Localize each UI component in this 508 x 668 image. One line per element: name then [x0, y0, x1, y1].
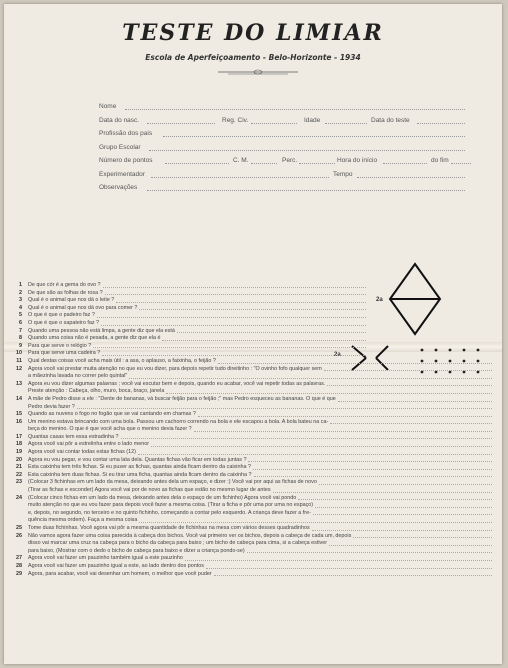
question-row	[10, 540, 496, 548]
identification-fields	[99, 103, 479, 198]
question-row	[10, 305, 370, 313]
line-data-teste	[417, 117, 465, 124]
question-number: 24	[16, 494, 22, 501]
question-row	[10, 290, 370, 298]
question-row	[10, 479, 496, 487]
answer-line	[247, 548, 492, 554]
question-row	[10, 396, 496, 404]
answer-line	[103, 282, 366, 288]
question-text: Agora eu vou pegar, e vou contar uma lata dela. Quantas fichas vão ficar em todas juntas ?	[28, 456, 247, 463]
line-idade	[325, 117, 367, 124]
question-number: 7	[19, 327, 22, 334]
question-row	[10, 464, 496, 472]
answer-line	[166, 388, 492, 394]
question-number: 2	[19, 289, 22, 296]
question-text: Tome duas fichinhas. Você agora vai pôr a mesma quantidade de fichinhas na mesa com vários desses quadradinhos	[28, 525, 310, 531]
answer-line	[313, 510, 492, 516]
question-text: Esta caixinha tem três fichas. Si eu puser as fichas, quantas ainda ficam dentro da caixinha ?	[28, 464, 251, 471]
question-number: 10	[16, 350, 22, 357]
question-number	[10, 388, 22, 396]
answer-line	[77, 404, 492, 410]
question-number: 18	[16, 441, 22, 448]
question-number: 9	[19, 342, 22, 349]
label-experimentador: Experimentador	[99, 170, 145, 178]
answer-line	[273, 487, 492, 493]
question-number	[10, 540, 22, 548]
answer-line	[139, 305, 366, 311]
label-observacoes: Observações	[99, 184, 138, 191]
answer-line	[116, 297, 366, 303]
question-text: Pedro devia fazer ?	[28, 403, 75, 410]
question-row	[10, 419, 496, 427]
answer-line	[254, 472, 492, 478]
document-subtitle: Escola de Aperfeiçoamento - Belo-Horizonte - 1934	[145, 53, 361, 62]
question-row	[10, 502, 496, 510]
question-text: (Colocar cinco fichas em um lado da mesa, deixando antes dela o espaço de um fichinho) Agora você vai pondo	[28, 494, 297, 501]
answer-line	[93, 343, 366, 349]
question-number: 16	[16, 418, 22, 425]
question-text: Para que serve uma cadeira ?	[28, 350, 101, 357]
label-perc: Perc.	[282, 157, 298, 164]
question-text: Qual é o animal que nos dá ovo para comer ?	[28, 304, 138, 311]
line-reg-civ	[251, 117, 297, 124]
line-pontos	[165, 157, 229, 164]
answer-line	[298, 495, 492, 501]
answer-line	[324, 366, 492, 372]
label-tempo: Tempo	[333, 170, 353, 178]
line-data-nasc	[147, 117, 215, 124]
question-number	[10, 404, 22, 412]
question-number: 4	[19, 304, 22, 311]
question-text: Agora você vai prestar muita atenção no que eu vou dizer, para depois repetir tudo direitinho : "O ovinho fofo qualquer sem	[28, 365, 322, 372]
question-row	[10, 388, 496, 396]
line-experimentador	[151, 171, 329, 178]
answer-line	[327, 381, 492, 387]
answer-line	[138, 449, 492, 455]
question-number: 29	[16, 570, 22, 577]
question-number: 8	[19, 335, 22, 342]
question-text: Um menino estava brincando com uma bola. Passou um cachorro correndo na bola e ele escapou a bola. A bola bateu na ca-	[28, 418, 329, 425]
question-number	[10, 426, 22, 434]
question-row	[10, 441, 496, 449]
answer-line	[338, 396, 492, 402]
question-text: Quando uma coisa não é pesada, a gente diz que ela é	[28, 335, 161, 342]
answer-line	[330, 419, 492, 425]
question-text: Agora eu vou dizer algumas palavras ; você vai escutar bem e depois, quando eu acabar, você vai repetir todas as palavras.	[28, 380, 326, 387]
answer-line	[329, 540, 492, 546]
line-profissao	[163, 130, 465, 137]
question-text: a mãezinha lavada no correr pelo quintal"	[28, 373, 128, 380]
line-nome	[125, 103, 465, 110]
question-number: 22	[16, 471, 22, 478]
question-row	[10, 571, 496, 579]
answer-line	[194, 426, 492, 432]
question-number	[10, 510, 22, 518]
answer-line	[101, 320, 366, 326]
question-number: 21	[16, 464, 22, 471]
row-profissao	[99, 130, 479, 144]
question-text: O que é que o sapateiro faz ?	[28, 319, 100, 326]
question-text: Agora você vai fazer um pauzinho também igual a este pauzinho	[28, 555, 183, 562]
row-grupo	[99, 144, 479, 158]
question-text: disso vai marcar uma cruz na cabeça para o bicho da cabeça para baixo ; um bicho de cabeça para cima, si a cabeça estiver	[28, 540, 328, 547]
row-pontos	[99, 157, 479, 171]
question-number: 19	[16, 449, 22, 456]
answer-line	[198, 411, 492, 417]
question-row	[10, 343, 370, 351]
question-row	[10, 457, 496, 465]
question-text: Esta caixinha tem duas fichas. Si eu tirar uma ficha, quantas ainda ficam dentro da caixinha ?	[28, 471, 252, 478]
question-text: Qual destas coisas você acha mais útil : a asa, o aplauso, a faixinha, o feijão ?	[28, 357, 216, 364]
question-text: para baixo, (Mostrar com o dedo o bicho de cabeça para baixo e dizer a criança pondo-se)	[28, 547, 245, 554]
question-row	[10, 525, 496, 533]
label-cm: C. M.	[233, 157, 249, 164]
line-observacoes	[147, 184, 465, 191]
question-number: 12	[16, 365, 22, 372]
answer-line	[162, 335, 366, 341]
question-row	[10, 335, 370, 343]
question-text: Não vamos agora fazer uma coisa parecida à cabeça dos bichos. Você vai primeiro ver os bichos, depois a cabeça de cada um, depois	[28, 532, 352, 539]
label-data-nasc: Data do nasc.	[99, 116, 140, 124]
question-text: Preste atenção : Cabeça, olho, muro, boca, braço, janela	[28, 388, 165, 395]
question-number: 23	[16, 479, 22, 486]
question-number: 11	[16, 357, 22, 364]
label-idade: Idade	[304, 116, 321, 124]
question-number: 1	[19, 282, 22, 288]
question-number: 14	[16, 395, 22, 402]
question-text: (Colocar 3 fichinhas em um lado da mesa, deixando antes dela um espaço, e dizer :) Você vai por aqui as fichas de novo	[28, 479, 317, 486]
answer-line	[253, 464, 492, 470]
answer-line	[151, 441, 492, 447]
question-row	[10, 510, 496, 518]
line-cm	[251, 157, 277, 164]
question-text: De que são as folhas de rosa ?	[28, 289, 103, 296]
question-number: 17	[16, 433, 22, 440]
question-row	[10, 555, 496, 563]
question-text: De que cór é a gema do ovo ?	[28, 282, 101, 288]
question-row	[10, 366, 496, 374]
question-number: 13	[16, 380, 22, 387]
question-row	[10, 358, 496, 366]
question-number	[10, 517, 22, 525]
question-number: 20	[16, 456, 22, 463]
question-row	[10, 449, 496, 457]
question-row	[10, 381, 496, 389]
question-text: Agora você vai contar todas estas fichas (12)	[28, 449, 136, 456]
label-data-teste: Data do teste	[371, 116, 410, 124]
question-text: Agora você vai fazer um pauzinho igual a este, ao lado dentro dos pontos	[28, 562, 204, 569]
row-nome	[99, 103, 479, 117]
question-number: 26	[16, 532, 22, 539]
answer-line	[177, 328, 366, 334]
question-text: Agora, para acabar, você vai desenhar um homem, o melhor que você puder	[28, 570, 212, 577]
label-profissao: Profissão dos pais	[99, 130, 153, 137]
question-row	[10, 548, 496, 556]
answer-line	[214, 571, 492, 577]
line-grupo	[149, 144, 465, 151]
answer-line	[185, 555, 492, 561]
question-row	[10, 487, 496, 495]
question-text: A mãe de Pedro disse a ele : "Dente de bananas, vá buscar feijão para o feijão ;" mas Pedro esqueceu as bananas. O que é que	[28, 395, 336, 402]
answer-line	[319, 479, 492, 485]
row-nasc	[99, 117, 479, 131]
answer-line	[105, 290, 366, 296]
title-ornament	[218, 68, 298, 76]
label-grupo: Grupo Escolar	[99, 143, 141, 151]
document-title: TESTE DO LIMIAR	[122, 20, 384, 46]
test-sheet	[4, 4, 502, 664]
question-number: 15	[16, 411, 22, 418]
line-perc	[299, 157, 335, 164]
question-text: Agora você vai pôr a estrelinha entre o lado menor	[28, 441, 150, 448]
label-nome: Nome	[99, 103, 117, 110]
question-row	[10, 282, 370, 290]
question-number: 25	[16, 525, 22, 531]
question-row	[10, 426, 496, 434]
question-number	[10, 502, 22, 510]
question-text: e, depois, no segundo, no terceiro e no quinto fichinho, começando a contar pelo esquerdo. A criança deve fazer a fre-	[28, 509, 311, 516]
answer-line	[315, 502, 492, 508]
question-text: Quando uma pessoa não está limpa, a gente diz que ela está	[28, 327, 175, 334]
row-experimentador	[99, 171, 479, 185]
row-observacoes	[99, 184, 479, 198]
answer-line	[218, 358, 492, 364]
answer-line	[97, 312, 366, 318]
label-do-fim: do fim	[431, 157, 449, 164]
question-row	[10, 472, 496, 480]
label-reg-civ: Reg. Civ.	[222, 116, 249, 124]
figure-label-b: 2a	[334, 352, 341, 358]
answer-line	[102, 350, 366, 356]
question-number: 5	[19, 312, 22, 319]
question-number: 27	[16, 555, 22, 562]
figure-label-a: 2a	[376, 297, 383, 303]
question-text: quência mesma ordem). Faça a mesma coisa	[28, 517, 138, 524]
question-text: Para que serve o relógio ?	[28, 342, 92, 349]
question-row	[10, 320, 370, 328]
question-row	[10, 297, 370, 305]
answer-line	[312, 525, 492, 531]
question-number: 6	[19, 319, 22, 326]
question-number	[10, 373, 22, 381]
question-number	[10, 548, 22, 556]
question-text: muito atenção no que eu vou fazer para depois você fazer a mesma coisa. (Tirar a ficha e pôr uma por uma no espaço)	[28, 502, 314, 509]
answer-line	[353, 533, 492, 539]
question-row	[10, 350, 370, 358]
answer-line	[121, 434, 493, 440]
question-row	[10, 517, 496, 525]
question-row	[10, 563, 496, 571]
question-text: Quando as nuvens o fogo no fogão que se vai cantando em chamas ?	[28, 411, 196, 418]
question-row	[10, 312, 370, 320]
answer-line	[129, 373, 492, 379]
question-number	[10, 487, 22, 495]
question-row	[10, 373, 496, 381]
question-row	[10, 411, 496, 419]
question-row	[10, 434, 496, 442]
label-hora-inicio: Hora do início	[337, 157, 378, 164]
question-number: 3	[19, 297, 22, 304]
question-number: 28	[16, 562, 22, 569]
answer-line	[206, 563, 492, 569]
line-tempo	[357, 171, 465, 178]
question-text: beça do menino. O que é que você acha que o menino devia fazer ?	[28, 426, 192, 433]
question-row	[10, 533, 496, 541]
line-hora-inicio	[383, 157, 427, 164]
question-list	[10, 282, 496, 578]
question-row	[10, 328, 370, 336]
question-text: Qual é o animal que nos dá o leite ?	[28, 297, 115, 304]
line-do-fim	[451, 157, 471, 164]
question-text: Quantas casas tem essa estradinha ?	[28, 433, 119, 440]
answer-line	[139, 517, 492, 523]
question-row	[10, 495, 496, 503]
answer-line	[248, 457, 492, 463]
label-pontos: Número de pontos	[99, 157, 153, 164]
question-text: O que é que o padeiro faz ?	[28, 312, 95, 319]
question-text: (Tirar as fichas e esconder) Agora você vai por de novo as fichas que estão no mesmo lugar de antes	[28, 487, 271, 494]
question-row	[10, 404, 496, 412]
